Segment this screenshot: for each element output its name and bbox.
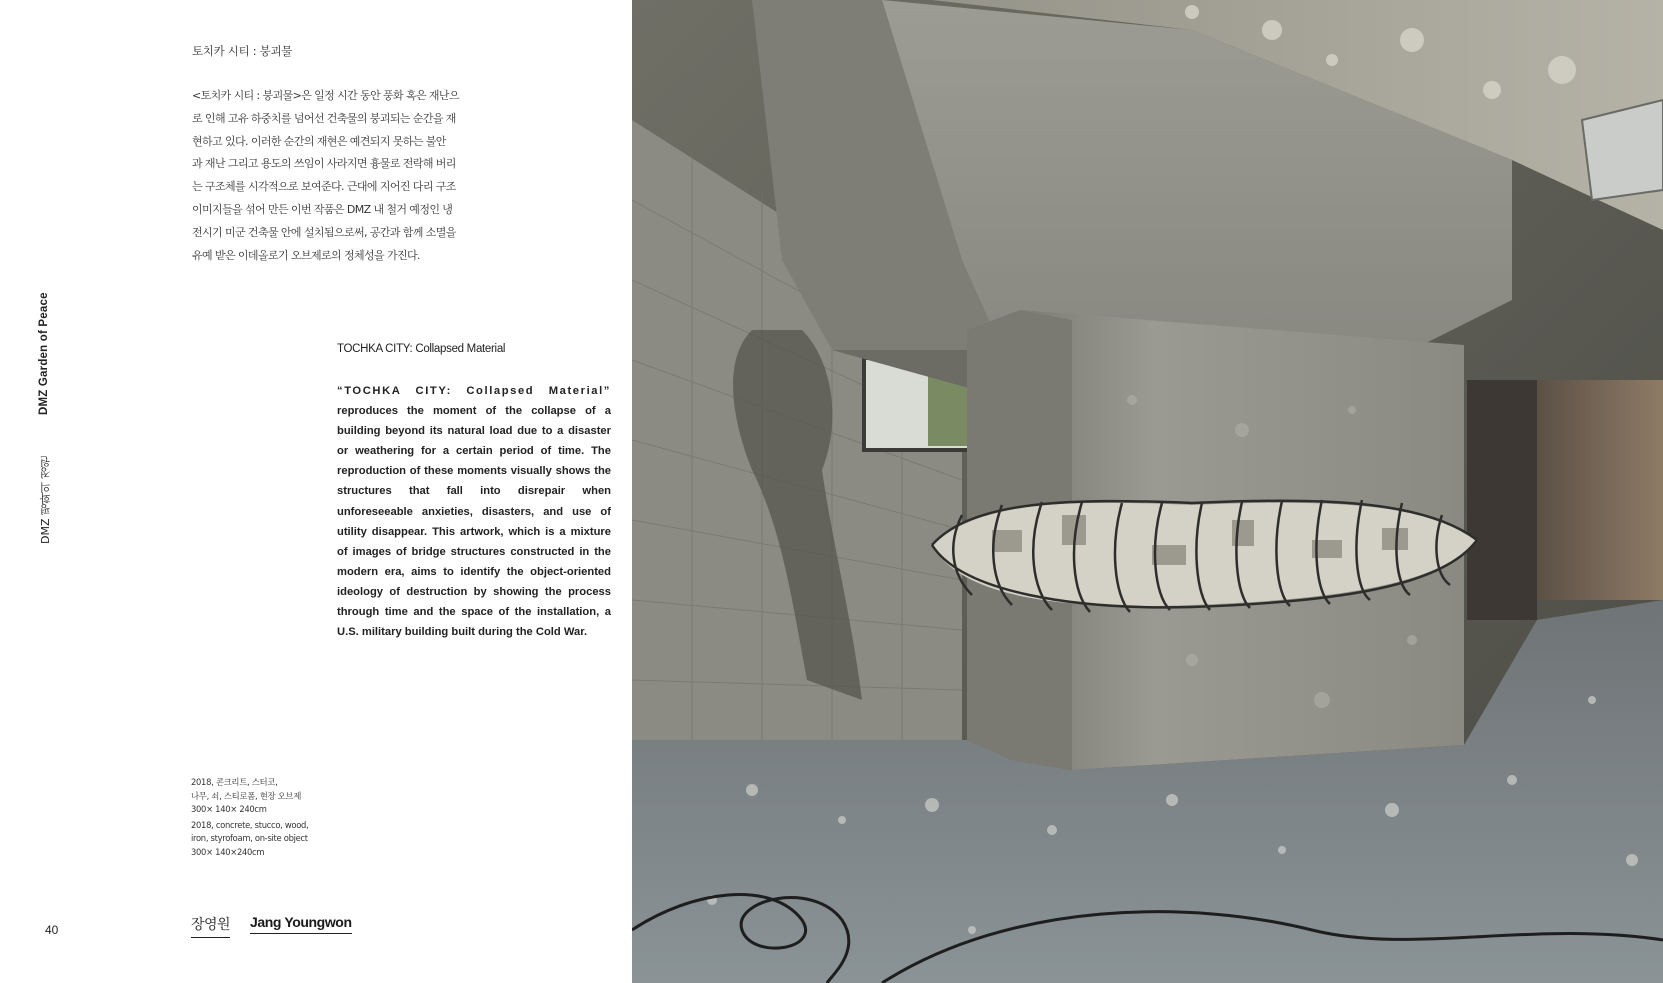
description-ko-line: 이미지들을 섞어 만든 이번 작품은 DMZ 내 철거 예정인 냉 — [192, 202, 453, 216]
spec-en-line: 2018, concrete, stucco, wood, — [191, 819, 309, 830]
spec-ko-line: 나무, 쇠, 스티로폼, 현장 오브제 — [191, 790, 302, 801]
artwork-title-ko: 토치카 시티 : 붕괴물 — [192, 44, 293, 58]
description-en-text: reproduces the moment of the collapse of a building beyond its natural load due to a disaster or weathering for a certain period of time. The reproduction of these moments visually shows the structures that fall into disrepair when unforeseeable anxieties, disasters, and use of utility disappear. This artwork, which is a mixture of images of bridge structures constructed in the modern era, aims to identify the object-oriented ideology of destruction by showing the process through time and the space of the installation, a U.S. military building built during the Cold War. — [337, 405, 611, 639]
description-ko-line: 로 인해 고유 하중치를 넘어선 건축물의 붕괴되는 순간을 재 — [192, 111, 456, 125]
artwork-description-ko — [192, 85, 468, 267]
right-wall — [1537, 380, 1663, 600]
artwork-specs — [191, 776, 341, 859]
running-header — [38, 270, 66, 550]
artwork-description-en — [337, 381, 611, 642]
page-number: 40 — [45, 923, 59, 937]
artist-name-ko: 장영원 — [191, 914, 230, 938]
description-ko-line: 현하고 있다. 이러한 순간의 재현은 예견되지 못하는 불안 — [192, 134, 446, 148]
spine-title-en: DMZ Garden of Peace — [38, 292, 50, 415]
description-ko-line: 전시기 미군 건축물 안에 설치됨으로써, 공간과 함께 소멸을 — [192, 225, 456, 239]
spec-en-line: iron, styrofoam, on-site object — [191, 833, 308, 843]
spine-title-ko: DMZ 평화의 정원 — [39, 456, 52, 544]
description-en-quote: “TOCHKA CITY: Collapsed Material” — [337, 385, 611, 397]
installation-photo-illustration — [632, 0, 1663, 983]
spec-ko-line: 2018, 콘크리트, 스터코, — [191, 777, 278, 787]
artwork-title-en: TOCHKA CITY: Collapsed Material — [337, 343, 506, 355]
artist-name-en: Jang Youngwon — [250, 914, 352, 934]
spec-ko-line: 300× 140× 240cm — [191, 804, 267, 814]
artwork-photograph — [632, 0, 1663, 983]
dark-doorway — [1467, 380, 1537, 620]
description-ko-line: <토치카 시티 : 붕괴물>은 일정 시간 동안 풍화 혹은 재난으 — [192, 89, 459, 102]
description-ko-line: 유예 받은 이데올로기 오브제로의 정체성을 가진다. — [192, 248, 420, 262]
description-ko-line: 과 재난 그리고 용도의 쓰임이 사라지면 흉물로 전락해 버리 — [192, 157, 456, 171]
left-page — [0, 0, 632, 983]
description-ko-line: 는 구조체를 시각적으로 보여준다. 근대에 지어진 다리 구조 — [192, 180, 456, 194]
spec-en-line: 300× 140×240cm — [191, 846, 265, 857]
